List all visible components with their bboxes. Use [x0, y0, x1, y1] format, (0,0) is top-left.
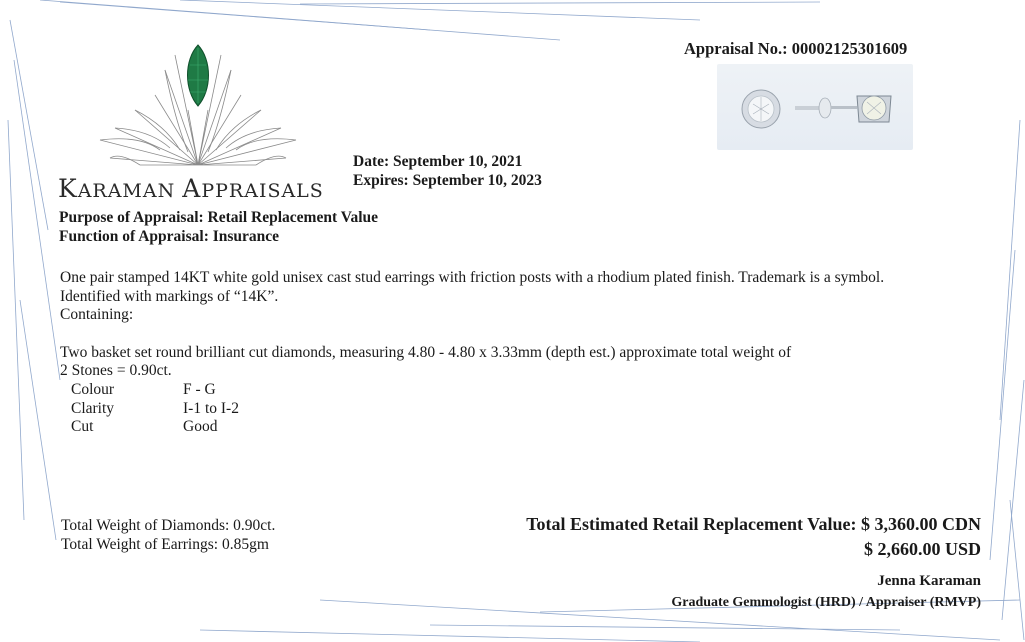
- item-description-line-1: One pair stamped 14KT white gold unisex cast stud earrings with friction posts with a rhodium plated finish. Trademark is a symbol.: [60, 269, 885, 286]
- purpose-of-appraisal: Purpose of Appraisal: Retail Replacement Value: [59, 209, 379, 226]
- logo-emblem: [80, 40, 320, 175]
- total-weight-diamonds: Total Weight of Diamonds: 0.90ct.: [61, 517, 276, 534]
- stones-description-line-1: Two basket set round brilliant cut diamonds, measuring 4.80 - 4.80 x 3.33mm (depth est.) approximate total weight of: [60, 344, 792, 361]
- retail-replacement-value-cdn: Total Estimated Retail Replacement Value: $ 3,360.00 CDN: [526, 514, 981, 534]
- appraiser-name: Jenna Karaman: [877, 573, 981, 589]
- spec-value-cut: Good: [183, 418, 218, 435]
- earrings-photo: [717, 64, 913, 150]
- item-description-line-3: Containing:: [60, 306, 134, 323]
- expiry-date: Expires: September 10, 2023: [353, 172, 542, 189]
- spec-label-cut: Cut: [71, 418, 94, 435]
- retail-replacement-value-usd: $ 2,660.00 USD: [863, 539, 981, 559]
- stones-description-line-2: 2 Stones = 0.90ct.: [60, 362, 172, 379]
- function-of-appraisal: Function of Appraisal: Insurance: [59, 228, 280, 245]
- total-weight-earrings: Total Weight of Earrings: 0.85gm: [61, 536, 269, 553]
- spec-value-clarity: I-1 to I-2: [183, 400, 239, 417]
- appraisal-number: Appraisal No.: 00002125301609: [684, 39, 908, 58]
- spec-label-colour: Colour: [71, 381, 115, 398]
- company-logo-text: KARAMAN APPRAISALS: [58, 174, 324, 203]
- spec-value-colour: F - G: [183, 381, 216, 398]
- spec-label-clarity: Clarity: [71, 400, 115, 417]
- appraiser-title: Graduate Gemmologist (HRD) / Appraiser (RMVP): [671, 595, 981, 610]
- item-description-line-2: Identified with markings of “14K”.: [60, 288, 279, 305]
- appraisal-date: Date: September 10, 2021: [353, 153, 523, 170]
